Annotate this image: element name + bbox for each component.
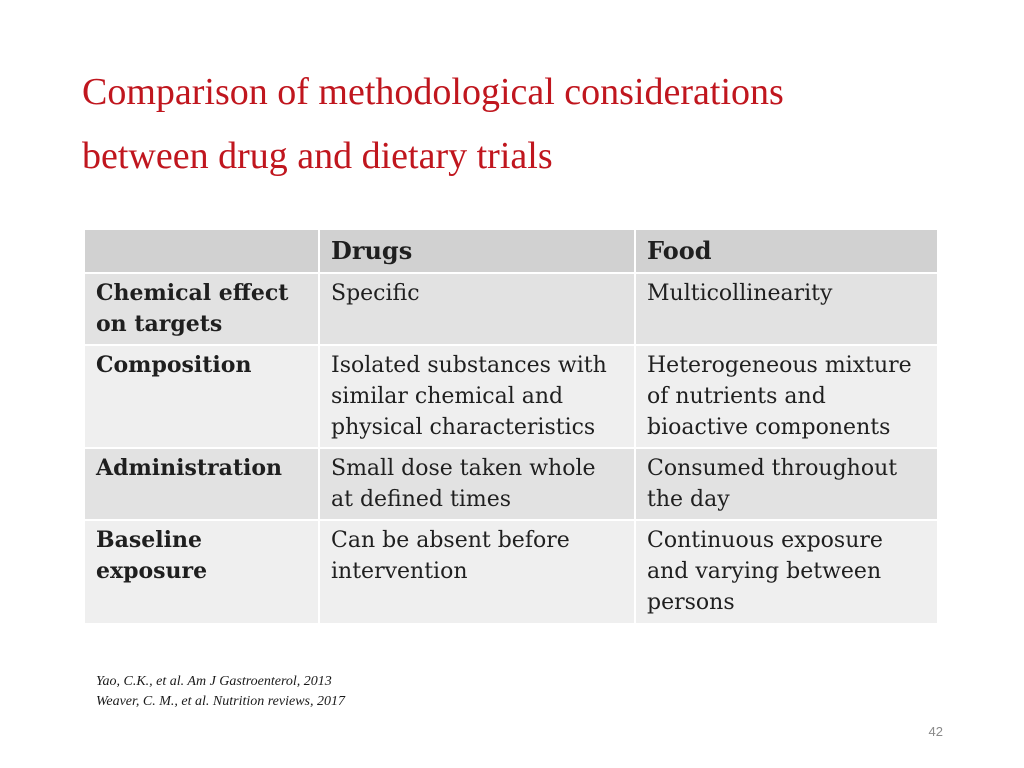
table-row [85, 346, 937, 449]
drugs-cell [320, 274, 636, 346]
references [96, 672, 345, 712]
cell-line: Administration [96, 455, 283, 481]
cell-line: Composition [96, 352, 252, 378]
cell-line: of nutrients and [647, 384, 826, 409]
food-cell [636, 449, 937, 521]
cell-line: similar chemical and [331, 384, 564, 409]
header-cell-food: Food [636, 230, 937, 274]
cell-line: Multicollinearity [647, 281, 833, 306]
cell-line: intervention [331, 559, 468, 584]
row-label-baseline-exposure [85, 521, 320, 623]
comparison-table [85, 230, 937, 623]
table-row [85, 449, 937, 521]
cell-line: Can be absent before [331, 528, 570, 553]
slide-title-line-2: between drug and dietary trials [82, 135, 553, 177]
drugs-cell [320, 346, 636, 449]
cell-line: Heterogeneous mixture [647, 353, 912, 378]
drugs-cell [320, 521, 636, 623]
page-number: 42 [928, 724, 943, 739]
reference-line: Weaver, C. M., et al. Nutrition reviews, 2017 [96, 694, 345, 709]
table-header-row [85, 230, 937, 274]
food-cell [636, 521, 937, 623]
row-label-composition [85, 346, 320, 449]
cell-line: at defined times [331, 487, 512, 512]
cell-line: Consumed throughout [647, 456, 898, 481]
reference-line: Yao, C.K., et al. Am J Gastroenterol, 2013 [96, 674, 332, 689]
cell-line: persons [647, 590, 735, 615]
food-cell [636, 274, 937, 346]
food-cell [636, 346, 937, 449]
cell-line: on targets [96, 311, 223, 337]
cell-line: Small dose taken whole [331, 456, 596, 481]
cell-line: Isolated substances with [331, 353, 607, 378]
cell-line: physical characteristics [331, 415, 596, 440]
slide-title [82, 60, 982, 188]
cell-line: Specific [331, 281, 420, 306]
cell-line: bioactive components [647, 415, 891, 440]
cell-line: the day [647, 487, 730, 512]
row-label-administration [85, 449, 320, 521]
cell-line: Baseline exposure [96, 527, 208, 584]
drugs-cell [320, 449, 636, 521]
header-cell-empty [85, 230, 320, 274]
cell-line: and varying between [647, 559, 882, 584]
table-row [85, 521, 937, 623]
cell-line: Chemical effect [96, 280, 289, 306]
header-cell-drugs: Drugs [320, 230, 636, 274]
row-label-chemical-effect [85, 274, 320, 346]
cell-line: Continuous exposure [647, 528, 883, 553]
slide-title-line-1: Comparison of methodological considerations [82, 71, 784, 113]
table-row [85, 274, 937, 346]
